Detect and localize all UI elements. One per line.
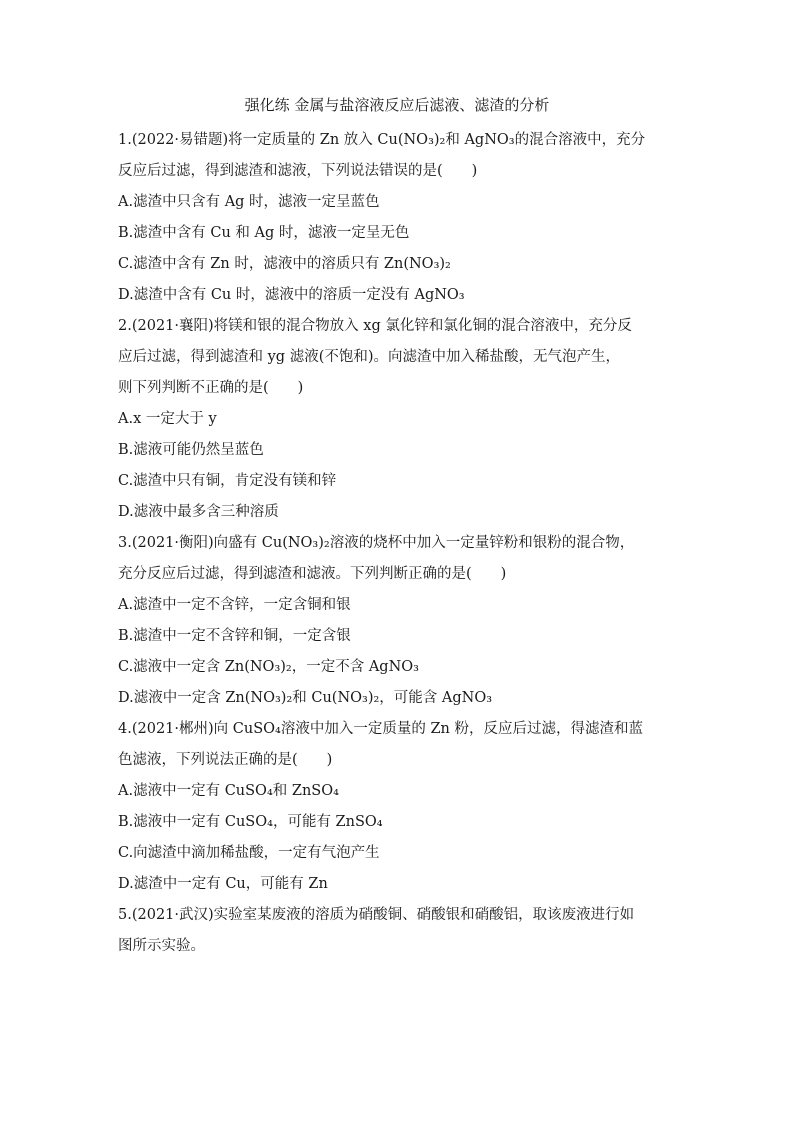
question-list — [118, 125, 678, 962]
option-a: A.x 一定大于 y — [118, 411, 217, 427]
option-d: D.滤液中一定含 Zn(NO₃)₂和 Cu(NO₃)₂，可能含 AgNO₃ — [118, 690, 493, 706]
question-stem-line: 则下列判断不正确的是( ) — [118, 380, 304, 396]
option-b: B.滤液中一定有 CuSO₄，可能有 ZnSO₄ — [118, 814, 383, 830]
option-d: D.滤渣中一定有 Cu，可能有 Zn — [118, 876, 328, 892]
worksheet-title: 强化练 金属与盐溶液反应后滤液、滤渣的分析 — [244, 96, 550, 114]
option-c: C.滤液中一定含 Zn(NO₃)₂，一定不含 AgNO₃ — [118, 659, 419, 675]
question-stem-line: 应后过滤，得到滤渣和 yg 滤液(不饱和)。向滤渣中加入稀盐酸，无气泡产生， — [118, 349, 621, 365]
question-5 — [118, 900, 678, 962]
question-stem-line: 5.(2021·武汉)实验室某废液的溶质为硝酸铜、硝酸银和硝酸铝，取该废液进行如 — [118, 907, 635, 923]
question-stem-line: 2.(2021·襄阳)将镁和银的混合物放入 xg 氯化锌和氯化铜的混合溶液中，充分反 — [118, 318, 632, 334]
question-stem-line: 色滤液，下列说法正确的是( ) — [118, 752, 333, 768]
option-a: A.滤渣中只含有 Ag 时，滤液一定呈蓝色 — [118, 194, 380, 210]
option-b: B.滤渣中含有 Cu 和 Ag 时，滤液一定呈无色 — [118, 225, 410, 241]
option-d: D.滤渣中含有 Cu 时，滤液中的溶质一定没有 AgNO₃ — [118, 287, 465, 303]
question-4 — [118, 714, 678, 900]
option-b: B.滤液可能仍然呈蓝色 — [118, 442, 264, 458]
question-stem-line: 3.(2021·衡阳)向盛有 Cu(NO₃)₂溶液的烧杯中加入一定量锌粉和银粉的混合物， — [118, 535, 635, 551]
question-stem-line: 反应后过滤，得到滤渣和滤液，下列说法错误的是( ) — [118, 163, 478, 179]
question-stem-line: 充分反应后过滤，得到滤渣和滤液。下列判断正确的是( ) — [118, 566, 507, 582]
question-1 — [118, 125, 678, 311]
option-a: A.滤渣中一定不含锌，一定含铜和银 — [118, 597, 351, 613]
question-stem-line: 图所示实验。 — [118, 938, 205, 954]
option-c: C.向滤渣中滴加稀盐酸，一定有气泡产生 — [118, 845, 380, 861]
option-c: C.滤渣中含有 Zn 时，滤液中的溶质只有 Zn(NO₃)₂ — [118, 256, 451, 272]
option-a: A.滤液中一定有 CuSO₄和 ZnSO₄ — [118, 783, 339, 799]
option-b: B.滤渣中一定不含锌和铜，一定含银 — [118, 628, 351, 644]
question-stem-line: 1.(2022·易错题)将一定质量的 Zn 放入 Cu(NO₃)₂和 AgNO₃的混合溶液中，充分 — [118, 132, 646, 148]
question-stem-line: 4.(2021·郴州)向 CuSO₄溶液中加入一定质量的 Zn 粉，反应后过滤，得滤渣和蓝 — [118, 721, 643, 737]
option-d: D.滤液中最多含三种溶质 — [118, 504, 279, 520]
question-3 — [118, 528, 678, 714]
option-c: C.滤渣中只有铜，肯定没有镁和锌 — [118, 473, 337, 489]
question-2 — [118, 311, 678, 528]
